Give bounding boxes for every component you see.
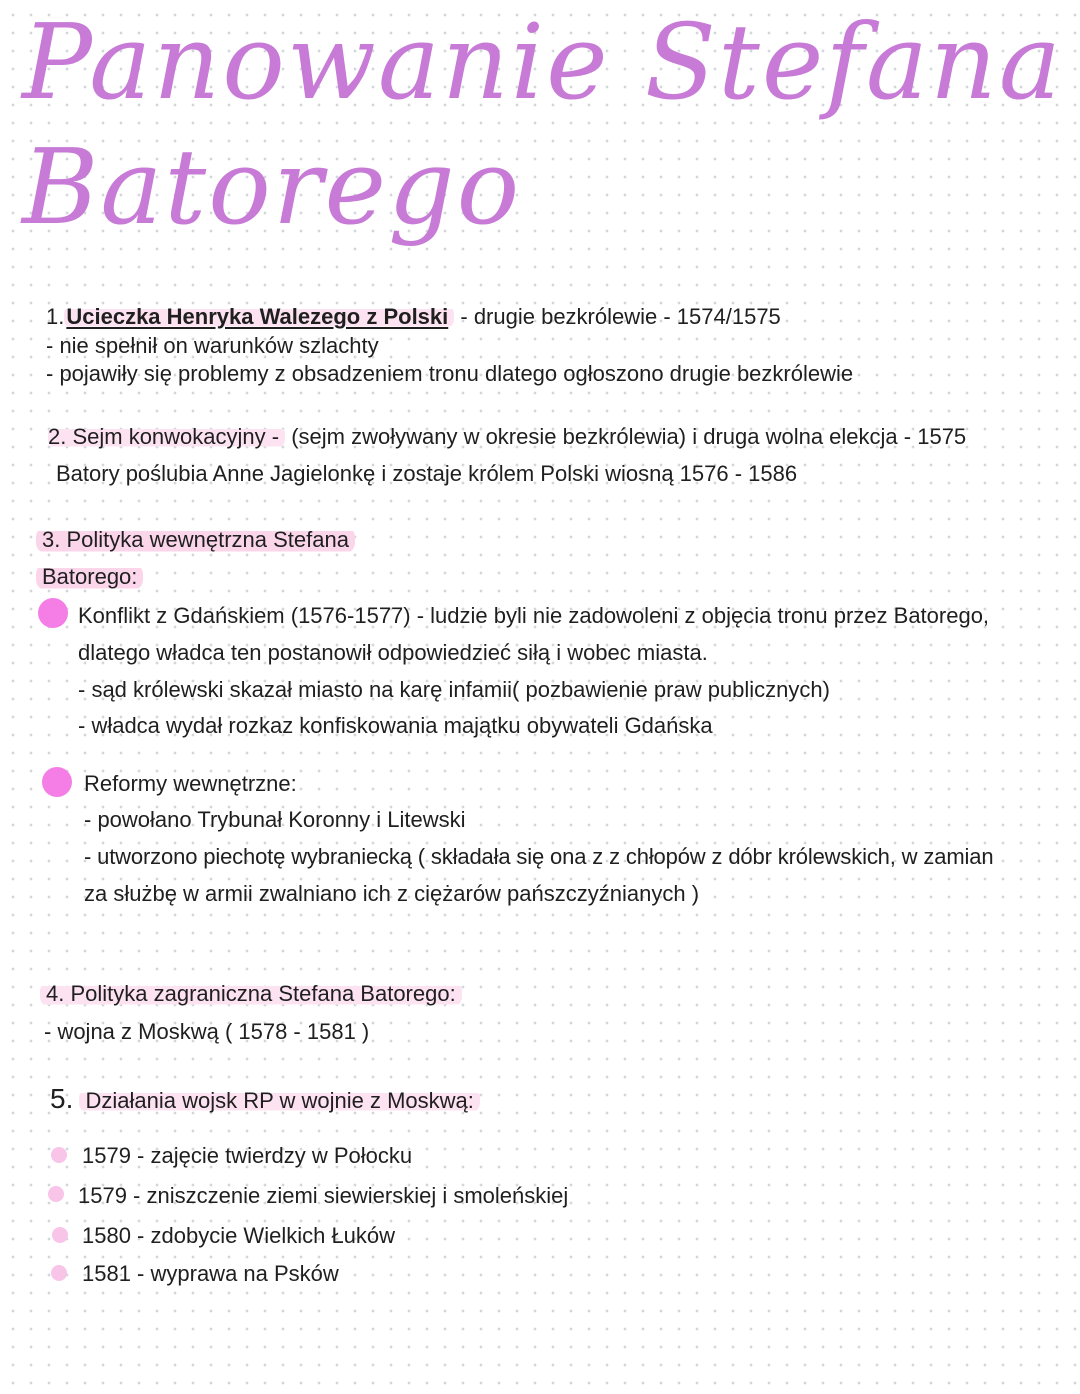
section2-title-tail: (sejm zwoływany w okresie bezkrólewia) i druga wolna elekcja - 1575 (285, 424, 967, 449)
conflict-line: - władca wydał rozkaz konfiskowania majątku obywateli Gdańska (78, 713, 713, 738)
page-title-line2: Batorego (22, 126, 522, 248)
section3-heading-line2: Batorego: (36, 564, 143, 590)
reforms-heading: Reformy wewnętrzne: (84, 771, 297, 796)
conflict-line: - sąd królewski skazał miasto na karę infamii( pozbawienie praw publicznych) (78, 677, 830, 702)
bullet-icon (51, 1147, 67, 1163)
section3-heading-line1: 3. Polityka wewnętrzna Stefana (36, 527, 355, 553)
section2-title: 2. Sejm konwokacyjny - (48, 424, 285, 449)
section5-title: Działania wojsk RP w wojnie z Moskwą: (79, 1088, 479, 1113)
reforms-line: za służbę w armii zwalniano ich z ciężarów pańszczyźnianych ) (84, 881, 700, 906)
section5-number: 5. (50, 1083, 74, 1114)
section5-heading (50, 1082, 480, 1116)
bullet-icon (48, 1186, 64, 1202)
reforms-line: - utworzono piechotę wybraniecką ( składała się ona z z chłopów z dóbr królewskich, w zamian (84, 844, 994, 869)
conflict-line: dlatego władca ten postanowił odpowiedzieć siłą i wobec miasta. (78, 640, 708, 665)
list-item: 1579 - zajęcie twierdzy w Połocku (82, 1143, 413, 1168)
list-item: 1579 - zniszczenie ziemi siewierskiej i smoleńskiej (78, 1183, 569, 1208)
reforms-line: - powołano Trybunał Koronny i Litewski (84, 807, 466, 832)
list-item: 1580 - zdobycie Wielkich Łuków (82, 1223, 396, 1248)
section2-heading (48, 424, 966, 450)
bullet-icon (51, 1265, 67, 1281)
bullet-icon (38, 598, 68, 628)
section4-heading: 4. Polityka zagraniczna Stefana Batorego: (40, 981, 462, 1007)
page-title-line1: Panowanie Stefana (22, 1, 1063, 123)
section1-line: - pojawiły się problemy z obsadzeniem tronu dlatego ogłoszono drugie bezkrólewie (46, 361, 854, 386)
conflict-line: Konflikt z Gdańskiem (1576-1577) - ludzie byli nie zadowoleni z objęcia tronu przez Batorego, (78, 603, 990, 628)
section4-line: - wojna z Moskwą ( 1578 - 1581 ) (44, 1019, 370, 1044)
section1-heading (46, 304, 781, 330)
section1-number: 1. (46, 304, 65, 329)
section1-line: - nie spełnił on warunków szlachty (46, 333, 379, 358)
section2-line: Batory poślubia Anne Jagielonkę i zostaje królem Polski wiosną 1576 - 1586 (56, 461, 798, 486)
list-item: 1581 - wyprawa na Psków (82, 1261, 339, 1286)
bullet-icon (52, 1227, 68, 1243)
bullet-icon (42, 767, 72, 797)
section1-title: Ucieczka Henryka Walezego z Polski (64, 304, 454, 329)
section1-title-tail: - drugie bezkrólewie - 1574/1575 (454, 304, 781, 329)
